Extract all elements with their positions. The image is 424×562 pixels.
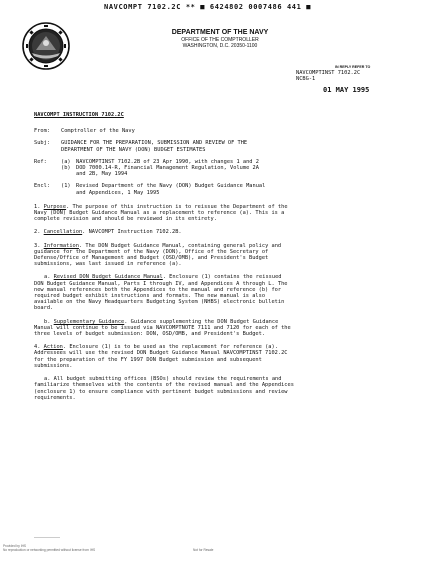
paragraph-purpose bbox=[34, 204, 414, 223]
subparagraph-4a-line-2: familiarize themselves with the contents of the revised manual and the Appendices bbox=[34, 382, 294, 389]
paragraph-1-line-1: . The purpose of this instruction is to reissue the Department of the bbox=[66, 203, 288, 210]
subparagraph-revised-manual bbox=[34, 274, 414, 311]
subparagraph-3a-line-5: available on the Navy Headquarters Budgeting System (NHBS) electronic bulletin bbox=[34, 299, 285, 306]
subparagraph-3a-line-1: . Enclosure (1) contains the reissued bbox=[162, 274, 282, 281]
letterhead-dept: DEPARTMENT OF THE NAVY bbox=[171, 29, 269, 36]
from-label: From: bbox=[34, 128, 51, 135]
reference-b-text-1: DOD 7000.14-R, Financial Management Regulation, Volume 2A bbox=[76, 165, 259, 172]
subject-line-2: DEPARTMENT OF THE NAVY (DON) BUDGET ESTIMATES bbox=[61, 146, 206, 153]
paragraph-action bbox=[34, 344, 414, 369]
document-header-code bbox=[104, 3, 311, 11]
reply-date: 01 MAY 1995 bbox=[323, 86, 370, 95]
reply-block bbox=[290, 65, 410, 95]
subparagraph-supplementary-guidance bbox=[34, 319, 414, 338]
enclosure-label: Encl: bbox=[34, 183, 51, 190]
subparagraph-3b-line-1: . Guidance supplementing the DON Budget Guidance bbox=[124, 318, 279, 325]
letterhead-address: WASHINGTON, D.C. 20350-1100 bbox=[182, 43, 258, 49]
paragraph-2-number: 2. bbox=[34, 229, 41, 236]
paragraph-4-heading: Action bbox=[43, 344, 63, 351]
reply-ref-code: NCBG-1 bbox=[296, 76, 316, 83]
letterhead bbox=[150, 29, 290, 49]
subparagraph-bso-review bbox=[34, 376, 414, 401]
instruction-title: NAVCOMPT INSTRUCTION 7102.2C bbox=[34, 112, 124, 118]
subparagraph-3a-line-4: required budget exhibit instructions and formats. The new manual is also bbox=[34, 293, 266, 300]
footer-license-notice: No reproduction or networking permitted without license from IHS bbox=[3, 547, 96, 552]
subject-block bbox=[34, 140, 414, 152]
paragraph-3-heading: Information bbox=[43, 242, 79, 249]
paragraph-3-number: 3. bbox=[34, 242, 41, 249]
paragraph-4-line-1: . Enclosure (1) is to be used as the replacement for reference (a). bbox=[62, 344, 278, 351]
paragraph-1-line-2: Navy (DON) Budget Guidance Manual as a replacement to reference (a). This is a bbox=[34, 210, 285, 217]
enclosure-line-1: Revised Department of the Navy (DON) Budget Guidance Manual bbox=[76, 183, 266, 190]
enclosure-block bbox=[34, 183, 414, 195]
reference-label: Ref: bbox=[34, 158, 47, 165]
subparagraph-3a-marker: a. bbox=[44, 274, 51, 281]
reference-a-marker: (a) bbox=[61, 158, 71, 165]
paragraph-1-line-3: complete revision and should be reviewed in its entirety. bbox=[34, 216, 217, 223]
paragraph-4-number: 4. bbox=[34, 344, 41, 351]
subparagraph-4a-line-3: (enclosure 1) to ensure compliance with pertinent budget submissions and review bbox=[34, 388, 288, 395]
footer-provided-by: Provided by IHS bbox=[3, 544, 27, 548]
paragraph-1-number: 1. bbox=[34, 203, 41, 210]
paragraph-3-line-3: Defense/Office of Management and Budget (OSD/OMB), and President's Budget bbox=[34, 255, 269, 262]
document-body bbox=[34, 112, 414, 401]
paragraph-2-text: . NAVCOMPT Instruction 7102.2B. bbox=[82, 229, 182, 236]
paragraph-3-line-4: submissions, was last issued in reference (a). bbox=[34, 261, 182, 268]
reference-b-marker: (b) bbox=[61, 165, 71, 172]
paragraph-3-line-1: . The DON Budget Guidance Manual, containing general policy and bbox=[78, 242, 282, 249]
subparagraph-3b-heading: Supplementary Guidance bbox=[53, 318, 125, 325]
from-line bbox=[34, 128, 414, 134]
reference-b-text-2: and 2B, May 1994 bbox=[76, 171, 128, 178]
subparagraph-3a-line-2: DON Budget Guidance Manual, Parts I through IV, and Appendices A through L. The bbox=[34, 280, 288, 287]
reference-block bbox=[34, 159, 414, 178]
subparagraph-4a-line-1: All budget submitting offices (BSOs) should review the requirements and bbox=[53, 376, 282, 383]
subparagraph-3a-line-6: board. bbox=[34, 305, 54, 312]
reply-ref-number: NAVCOMPTINST 7102.2C bbox=[296, 70, 361, 76]
subject-label: Subj: bbox=[34, 140, 51, 147]
paragraph-cancellation bbox=[34, 229, 414, 235]
enclosure-line-2: and Appendices, 1 May 1995 bbox=[76, 189, 160, 196]
paragraph-3-line-2: guidance for the Department of the Navy (DON), Office of the Secretary of bbox=[34, 248, 269, 255]
subparagraph-3b-line-3: three levels of budget submission: DON, OSD/OMB, and President's Budget. bbox=[34, 331, 266, 338]
paragraph-2-heading: Cancellation bbox=[43, 229, 83, 236]
footer-provider bbox=[3, 545, 95, 553]
subparagraph-3b-marker: b. bbox=[44, 318, 51, 325]
paragraph-4-line-4: submissions. bbox=[34, 362, 73, 369]
from-text: Comptroller of the Navy bbox=[61, 128, 135, 135]
reference-a-text: NAVCOMPTINST 7102.2B of 23 Apr 1990, with changes 1 and 2 bbox=[76, 158, 259, 165]
subparagraph-4a-marker: a. bbox=[44, 376, 51, 383]
paragraph-1-heading: Purpose bbox=[43, 203, 67, 210]
header-code-text: NAVCOMPT 7102.2C ** ■ 6424802 0007486 441 ■ bbox=[104, 3, 312, 11]
subparagraph-3b-line-2: Manual will continue to be issued via NAVCOMPTNOTE 7111 and 7120 for each of the bbox=[34, 324, 291, 331]
faint-stamp-mark bbox=[34, 537, 60, 538]
reply-label: IN REPLY REFER TO bbox=[335, 65, 371, 69]
subparagraph-3a-line-3: new manual references both the Appendices to the manual and reference (b) for bbox=[34, 286, 282, 293]
footer-not-for-resale: Not for Resale bbox=[193, 548, 214, 552]
enclosure-number: (1) bbox=[61, 183, 71, 190]
navy-seal-logo bbox=[22, 22, 70, 70]
letterhead-office: OFFICE OF THE COMPTROLLER bbox=[181, 37, 259, 43]
paragraph-information bbox=[34, 243, 414, 268]
paragraph-4-line-2: Addressees will use the revised DON Budget Guidance Manual NAVCOMPTINST 7102.2C bbox=[34, 350, 288, 357]
subparagraph-3a-heading: Revised DON Budget Guidance Manual bbox=[53, 274, 163, 281]
paragraph-4-line-3: for the preparation of the FY 1997 DON Budget submission and subsequent bbox=[34, 356, 262, 363]
subject-line-1: GUIDANCE FOR THE PREPARATION, SUBMISSION AND REVIEW OF THE bbox=[61, 140, 248, 147]
subparagraph-4a-line-4: requirements. bbox=[34, 394, 76, 401]
